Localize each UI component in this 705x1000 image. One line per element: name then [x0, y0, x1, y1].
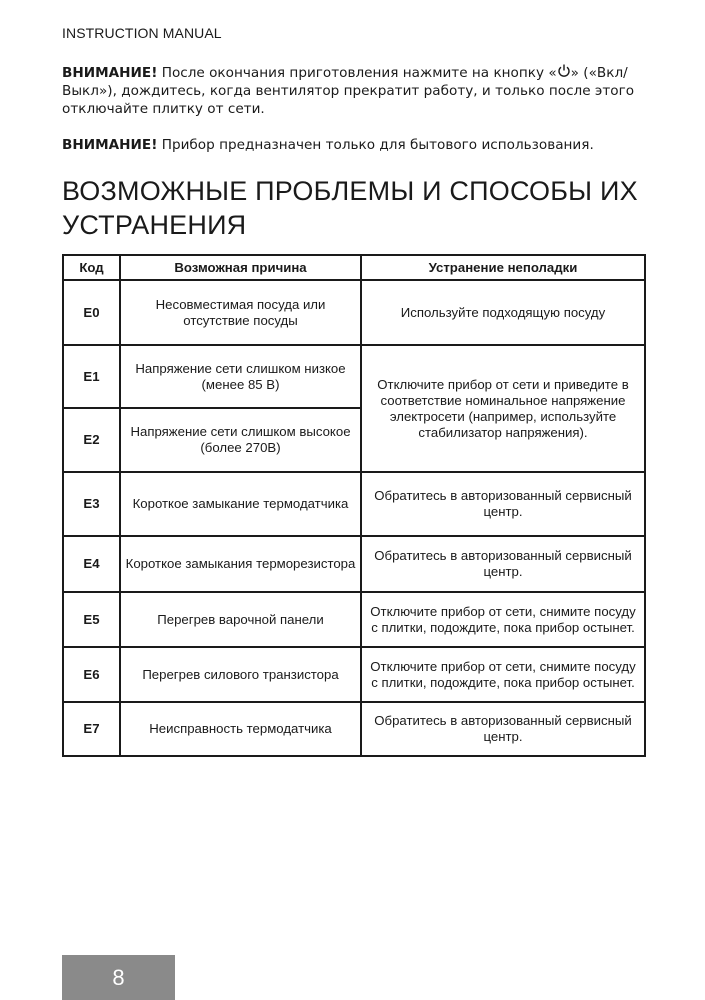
cause-cell: Короткое замыкание термодатчика	[120, 472, 361, 536]
warning-note-household	[62, 136, 652, 154]
error-code: E7	[63, 702, 120, 756]
table-header-row	[63, 255, 645, 280]
warning-text-part-b: » («Вкл/ Выкл»), дождитесь, когда вентилятор прекратит работу, и только после этого отключайте плитку от сети.	[62, 65, 635, 117]
cause-cell: Неисправность термодатчика	[120, 702, 361, 756]
table-row	[63, 280, 645, 345]
error-code: E6	[63, 647, 120, 702]
cause-cell: Несовместимая посуда или отсутствие посуды	[120, 280, 361, 345]
header-cause: Возможная причина	[120, 255, 361, 280]
cause-cell: Напряжение сети слишком низкое (менее 85 В)	[120, 345, 361, 408]
table-row	[63, 702, 645, 756]
fix-cell: Отключите прибор от сети, снимите посуду с плитки, подождите, пока прибор остынет.	[361, 592, 645, 647]
error-code: E3	[63, 472, 120, 536]
error-code: E2	[63, 408, 120, 472]
table-row	[63, 536, 645, 592]
error-code: E5	[63, 592, 120, 647]
table-row	[63, 345, 645, 408]
cause-cell: Перегрев варочной панели	[120, 592, 361, 647]
warning-text: Прибор предназначен только для бытового использования.	[157, 137, 594, 153]
header-fix: Устранение неполадки	[361, 255, 645, 280]
cause-cell: Короткое замыкания терморезистора	[120, 536, 361, 592]
fix-cell: Используйте подходящую посуду	[361, 280, 645, 345]
table-row	[63, 472, 645, 536]
warning-note-power-off	[62, 64, 652, 118]
warning-label: ВНИМАНИЕ!	[62, 65, 158, 81]
cause-cell: Перегрев силового транзистора	[120, 647, 361, 702]
troubleshooting-table	[62, 254, 646, 757]
power-icon	[557, 64, 571, 78]
header-code: Код	[63, 255, 120, 280]
fix-cell: Отключите прибор от сети и приведите в соответствие номинальное напряжение электросети (например, используйте стабилизатор напряжения).	[361, 345, 645, 472]
manual-header: INSTRUCTION MANUAL	[62, 25, 222, 41]
fix-cell: Обратитесь в авторизованный сервисный центр.	[361, 472, 645, 536]
warning-text-part-a: После окончания приготовления нажмите на кнопку «	[157, 65, 557, 81]
page-number: 8	[62, 955, 175, 1000]
cause-cell: Напряжение сети слишком высокое (более 270В)	[120, 408, 361, 472]
section-title: ВОЗМОЖНЫЕ ПРОБЛЕМЫ И СПОСОБЫ ИХ УСТРАНЕНИЯ	[62, 176, 638, 240]
table-row	[63, 592, 645, 647]
table-row	[63, 647, 645, 702]
warning-label: ВНИМАНИЕ!	[62, 137, 158, 153]
fix-cell: Обратитесь в авторизованный сервисный центр.	[361, 536, 645, 592]
error-code: E0	[63, 280, 120, 345]
fix-cell: Обратитесь в авторизованный сервисный центр.	[361, 702, 645, 756]
error-code: E1	[63, 345, 120, 408]
error-code: E4	[63, 536, 120, 592]
fix-cell: Отключите прибор от сети, снимите посуду с плитки, подождите, пока прибор остынет.	[361, 647, 645, 702]
